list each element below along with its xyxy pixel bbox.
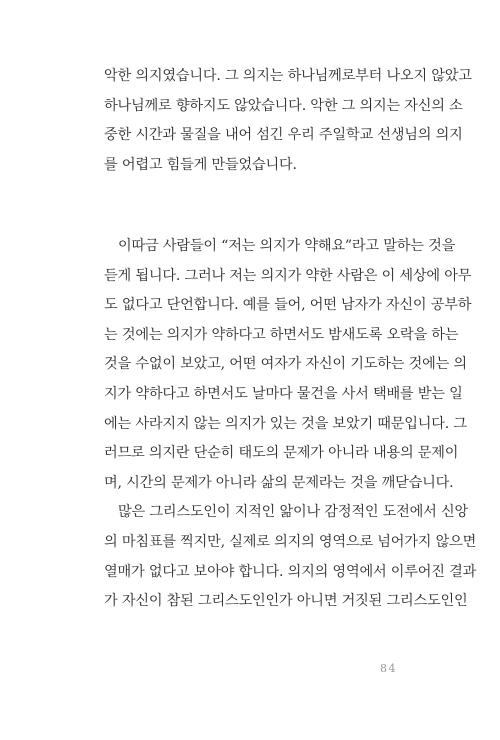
paragraph-1 — [104, 62, 472, 180]
text-line: 열매가 없다고 보아야 합니다. 의지의 영역에서 이루어진 결과 — [104, 563, 477, 580]
paragraph-3 — [104, 498, 477, 616]
text-line: 많은 그리스도인이 지적인 앎이나 감정적인 도전에서 신앙 — [118, 504, 468, 521]
text-line: 는 것에는 의지가 약하다고 하면서도 밤새도록 오락을 하는 — [104, 326, 459, 343]
text-line: 며, 시간의 문제가 아니라 삶의 문제라는 것을 깨닫습니다. — [104, 474, 454, 491]
text-line: 것을 수없이 보았고, 어떤 여자가 자신이 기도하는 것에는 의 — [104, 356, 467, 373]
text-line: 를 어렵고 힘들게 만들었습니다. — [104, 156, 297, 173]
text-line: 지가 약하다고 하면서도 날마다 물건을 사서 택배를 받는 일 — [104, 385, 463, 402]
text-line: 도 없다고 단언합니다. 예를 들어, 어떤 남자가 자신이 공부하 — [104, 297, 472, 314]
page-number: 84 — [380, 662, 397, 675]
text-line: 중한 시간과 물질을 내어 섬긴 우리 주일학교 선생님의 의지 — [104, 127, 463, 144]
text-line: 하나님께로 향하지도 않았습니다. 악한 그 의지는 자신의 소 — [104, 97, 463, 114]
text-line: 가 자신이 참된 그리스도인인가 아니면 거짓된 그리스도인인 — [104, 593, 468, 610]
paragraph-2 — [104, 232, 472, 498]
text-line: 러므로 의지란 단순히 태도의 문제가 아니라 내용의 문제이 — [104, 445, 459, 462]
text-line: 악한 의지였습니다. 그 의지는 하나님께로부터 나오지 않았고 — [104, 68, 472, 84]
text-line: 에는 사라지지 않는 의지가 있는 것을 보았기 때문입니다. 그 — [104, 415, 467, 432]
text-line: 의 마침표를 찍지만, 실제로 의지의 영역으로 넘어가지 않으면 — [104, 533, 477, 550]
text-line: 이따금 사람들이 “저는 의지가 약해요”라고 말하는 것을 — [118, 238, 456, 254]
text-line: 듣게 됩니다. 그러나 저는 의지가 약한 사람은 이 세상에 아무 — [104, 267, 472, 284]
body-text — [104, 232, 477, 617]
